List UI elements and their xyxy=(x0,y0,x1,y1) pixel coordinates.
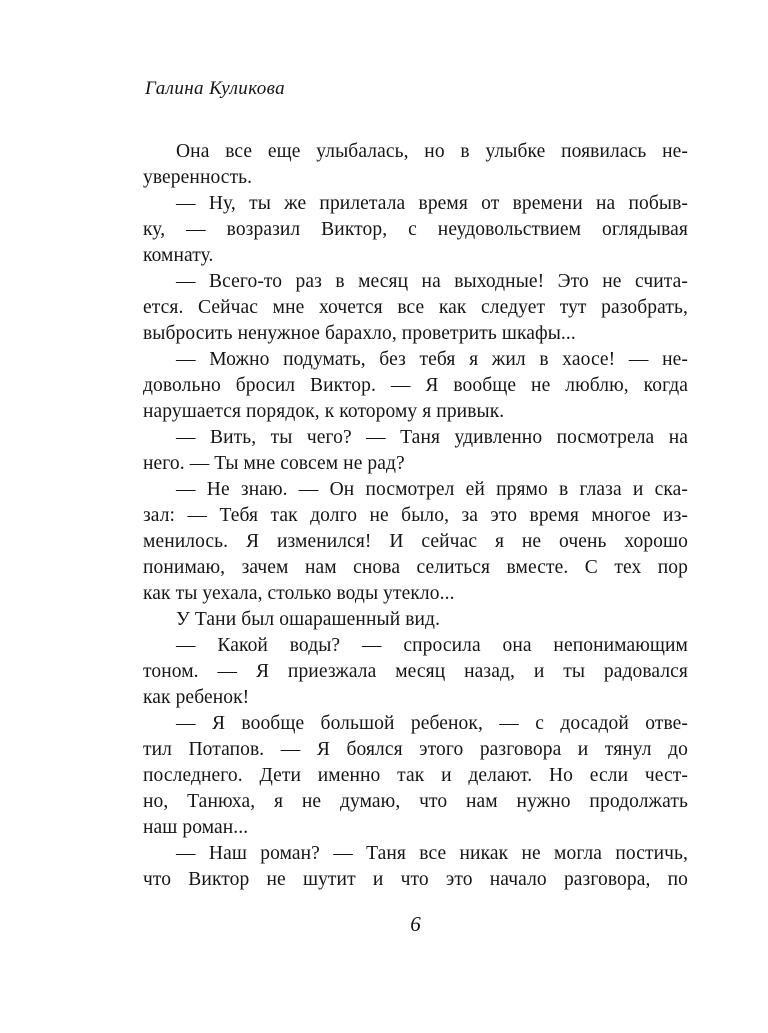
page-number: 6 xyxy=(410,912,421,936)
text-line: менилось. Я изменился! И сейчас я не очень хорошо xyxy=(143,531,688,552)
text-line: него. — Ты мне совсем не рад? xyxy=(143,453,405,474)
text-line: но, Танюха, я не думаю, что нам нужно продолжать xyxy=(143,791,688,812)
text-line: — Всего-то раз в месяц на выходные! Это не счита- xyxy=(176,271,688,292)
text-line: — Наш роман? — Таня все никак не могла постичь, xyxy=(176,843,688,864)
paragraph xyxy=(143,425,688,477)
text-line: — Не знаю. — Он посмотрел ей прямо в глаза и ска- xyxy=(176,479,688,500)
text-line: комнату. xyxy=(143,245,214,266)
text-block xyxy=(143,139,688,893)
text-line: — Можно подумать, без тебя я жил в хаосе! — не- xyxy=(176,349,688,370)
author-header: Галина Куликова xyxy=(145,78,286,99)
text-line: уверенность. xyxy=(143,167,253,188)
paragraph xyxy=(143,347,688,425)
text-line: ется. Сейчас мне хочется все как следует тут разобрать, xyxy=(143,297,688,318)
text-line: — Вить, ты чего? — Таня удивленно посмотрела на xyxy=(176,427,688,448)
text-line: как ребенок! xyxy=(143,687,250,708)
text-line: что Виктор не шутит и что это начало разговора, по xyxy=(143,869,688,890)
text-line: довольно бросил Виктор. — Я вообще не люблю, когда xyxy=(143,375,688,396)
text-line: Она все еще улыбалась, но в улыбке появилась не- xyxy=(176,141,688,162)
paragraph xyxy=(143,607,688,633)
text-line: последнего. Дети именно так и делают. Но если чест- xyxy=(143,765,688,786)
paragraph xyxy=(143,711,688,841)
paragraph xyxy=(143,191,688,269)
text-line: как ты уехала, столько воды утекло... xyxy=(143,583,455,604)
text-line: понимаю, зачем нам снова селиться вместе. С тех пор xyxy=(143,557,688,578)
text-line: — Ну, ты же прилетала время от времени на побыв- xyxy=(176,193,688,214)
text-line: У Тани был ошарашенный вид. xyxy=(176,609,441,630)
text-line: — Какой воды? — спросила она непонимающим xyxy=(176,635,688,656)
text-line: ку, — возразил Виктор, с неудовольствием оглядывая xyxy=(143,219,688,240)
paragraph xyxy=(143,269,688,347)
text-line: тил Потапов. — Я боялся этого разговора и тянул до xyxy=(143,739,688,760)
text-line: зал: — Тебя так долго не было, за это время многое из- xyxy=(143,505,688,526)
paragraph xyxy=(143,477,688,607)
paragraph xyxy=(143,139,688,191)
paragraph xyxy=(143,633,688,711)
paragraph xyxy=(143,841,688,893)
text-line: нарушается порядок, к которому я привык. xyxy=(143,401,505,422)
text-line: тоном. — Я приезжала месяц назад, и ты радовался xyxy=(143,661,688,682)
text-line: — Я вообще большой ребенок, — с досадой отве- xyxy=(176,713,688,734)
text-line: выбросить ненужное барахло, проветрить шкафы... xyxy=(143,323,576,344)
text-line: наш роман... xyxy=(143,817,249,838)
